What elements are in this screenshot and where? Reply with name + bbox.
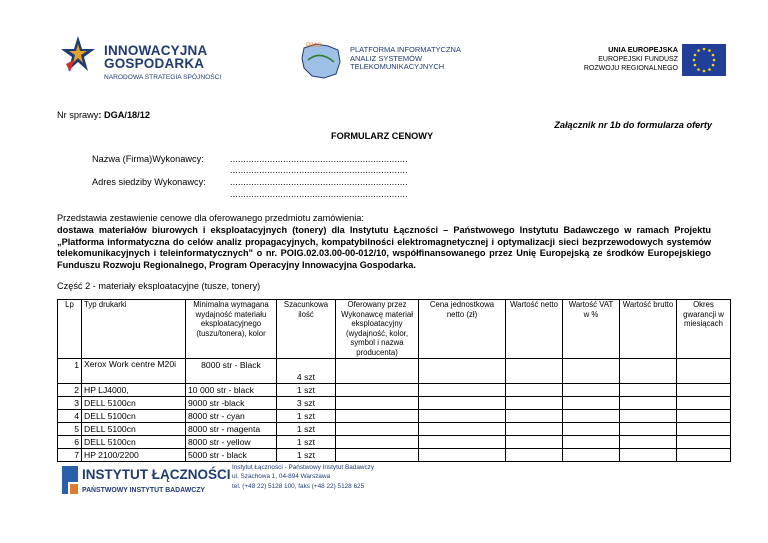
eu-logo-text xyxy=(584,46,678,73)
row-gross-cell[interactable] xyxy=(620,435,677,448)
footer-addr1: Instytut Łączności - Państwowy Instytut Badawczy xyxy=(232,464,375,471)
row-qty: 3 szt xyxy=(277,396,336,409)
attachment-note: Załącznik nr 1b do formularza oferty xyxy=(554,120,712,130)
piias-line2: ANALIZ SYSTEMÓW xyxy=(350,53,423,63)
row-price-cell[interactable] xyxy=(419,383,506,396)
row-warranty-cell[interactable] xyxy=(677,396,731,409)
eu-line1: UNIA EUROPEJSKA xyxy=(608,45,678,54)
row-price-cell[interactable] xyxy=(419,448,506,461)
eu-line3: ROZWOJU REGIONALNEGO xyxy=(583,64,678,72)
row-lp: 5 xyxy=(58,422,82,435)
row-qty: 4 szt xyxy=(277,358,336,383)
table-row xyxy=(58,409,731,422)
row-printer: HP 2100/2200 xyxy=(82,448,186,461)
row-lp: 7 xyxy=(58,448,82,461)
footer-addr3: tel. (+48 22) 5128 100, faks (+48 22) 5128 625 xyxy=(232,482,365,490)
il-subtitle: PAŃSTWOWY INSTYTUT BADAWCZY xyxy=(82,487,206,494)
row-printer: DELL 5100cn xyxy=(82,422,186,435)
case-value: : DGA/18/12 xyxy=(98,110,150,120)
row-offered-cell[interactable] xyxy=(336,409,419,422)
header-min-capacity: Minimalna wymagana wydajność materiału eksploatacyjnego (tuszu/tonera), kolor xyxy=(186,300,277,359)
piias-logo xyxy=(298,40,488,80)
name-label: Nazwa (Firma)Wykonawcy: xyxy=(92,154,204,164)
row-gross-cell[interactable] xyxy=(620,422,677,435)
section-heading: Część 2 - materiały eksploatacyjne (tusze, tonery) xyxy=(57,281,261,291)
row-net-cell[interactable] xyxy=(506,396,563,409)
footer-addr2: ul. Szachowa 1, 04-894 Warszawa xyxy=(232,473,331,481)
row-vat-cell[interactable] xyxy=(563,409,620,422)
row-net-cell[interactable] xyxy=(506,409,563,422)
name-field-line1[interactable]: ................................................................... xyxy=(230,154,408,164)
row-price-cell[interactable] xyxy=(419,435,506,448)
table-row xyxy=(58,358,731,383)
row-printer: HP LJ4000, xyxy=(82,383,186,396)
row-gross-cell[interactable] xyxy=(620,396,677,409)
eu-flag-icon xyxy=(682,44,726,76)
row-vat-cell[interactable] xyxy=(563,396,620,409)
piias-badge: PIIAS xyxy=(306,43,322,49)
header-vat: Wartość VAT w % xyxy=(563,300,620,359)
row-vat-cell[interactable] xyxy=(563,435,620,448)
eu-line2: EUROPEJSKI FUNDUSZ xyxy=(598,55,678,63)
row-gross-cell[interactable] xyxy=(620,409,677,422)
row-qty: 1 szt xyxy=(277,422,336,435)
row-lp: 3 xyxy=(58,396,82,409)
price-table xyxy=(57,299,731,462)
row-capacity: 8000 str - cyan xyxy=(186,409,277,422)
footer-address xyxy=(232,463,374,491)
row-gross-cell[interactable] xyxy=(620,448,677,461)
table-header-row xyxy=(58,300,731,359)
table-row xyxy=(58,396,731,409)
table-row xyxy=(58,448,731,461)
intro-line: Przedstawia zestawienie cenowe dla oferowanego przedmiotu zamówienia: xyxy=(57,213,364,223)
innowacyjna-gospodarka-logo xyxy=(60,34,260,86)
row-capacity: 8000 str - yellow xyxy=(186,435,277,448)
row-gross-cell[interactable] xyxy=(620,383,677,396)
table-row xyxy=(58,422,731,435)
name-field-line2[interactable]: ................................................................... xyxy=(230,165,408,175)
row-printer: DELL 5100cn xyxy=(82,435,186,448)
header-net-value: Wartość netto xyxy=(506,300,563,359)
row-capacity: 8000 str - magenta xyxy=(186,422,277,435)
row-net-cell[interactable] xyxy=(506,448,563,461)
row-offered-cell[interactable] xyxy=(336,358,419,383)
address-field-line2[interactable]: ................................................................... xyxy=(230,189,408,199)
header-offered-material: Oferowany przez Wykonawcę materiał eksploatacyjny (wydajność, kolor, symbol i nazwa producenta) xyxy=(336,300,419,359)
row-offered-cell[interactable] xyxy=(336,383,419,396)
header-warranty: Okres gwarancji w miesiącach xyxy=(677,300,731,359)
row-warranty-cell[interactable] xyxy=(677,358,731,383)
row-vat-cell[interactable] xyxy=(563,422,620,435)
row-price-cell[interactable] xyxy=(419,422,506,435)
intro-paragraph xyxy=(57,213,711,272)
row-net-cell[interactable] xyxy=(506,358,563,383)
row-printer: DELL 5100cn xyxy=(82,409,186,422)
star-emblem-icon xyxy=(60,34,96,74)
form-title: FORMULARZ CENOWY xyxy=(331,131,434,141)
row-offered-cell[interactable] xyxy=(336,422,419,435)
header-unit-price: Cena jednostkowa netto (zł) xyxy=(419,300,506,359)
row-warranty-cell[interactable] xyxy=(677,422,731,435)
procurement-description: dostawa materiałów biurowych i eksploatacyjnych (tonery) dla Instytutu Łączności – Państwowego Instytutu Badawczego w ramach Projektu „Platforma informatyczna do celów analiz propagacyjnych, kompatybilności elektromagnetycznej i optymalizacji sieci bezprzewodowych systemów telekomunikacyjnych i teleinformatycznych" o nr. POIG.02.03.00-00-012/10, współfinansowanego przez Unię Europejską ze środków Europejskiego Funduszu Rozwoju Regionalnego, Program Operacyjny Innowacyjna Gospodarka. xyxy=(57,224,711,271)
row-net-cell[interactable] xyxy=(506,422,563,435)
piias-line1: PLATFORMA INFORMATYCZNA xyxy=(350,45,461,54)
table-row xyxy=(58,435,731,448)
poland-map-icon xyxy=(298,40,344,80)
ig-logo-line2: GOSPODARKA xyxy=(104,56,205,71)
row-net-cell[interactable] xyxy=(506,435,563,448)
row-capacity: 10 000 str - black xyxy=(186,383,277,396)
header-gross-value: Wartość brutto xyxy=(620,300,677,359)
table-row xyxy=(58,383,731,396)
row-price-cell[interactable] xyxy=(419,358,506,383)
case-label: Nr sprawy xyxy=(57,110,99,120)
row-qty: 1 szt xyxy=(277,409,336,422)
address-field-line1[interactable]: ................................................................... xyxy=(230,177,408,187)
row-capacity: 5000 str - black xyxy=(186,448,277,461)
header-lp: Lp xyxy=(58,300,82,359)
row-vat-cell[interactable] xyxy=(563,383,620,396)
row-price-cell[interactable] xyxy=(419,409,506,422)
row-gross-cell[interactable] xyxy=(620,358,677,383)
row-printer: Xerox Work centre M20i xyxy=(82,358,186,383)
instytut-lacznosci-logo xyxy=(60,462,230,498)
row-lp: 1 xyxy=(58,358,82,383)
case-number xyxy=(57,110,150,120)
row-offered-cell[interactable] xyxy=(336,435,419,448)
row-printer: DELL 5100cn xyxy=(82,396,186,409)
row-lp: 6 xyxy=(58,435,82,448)
row-vat-cell[interactable] xyxy=(563,358,620,383)
row-price-cell[interactable] xyxy=(419,396,506,409)
row-warranty-cell[interactable] xyxy=(677,435,731,448)
row-capacity: 8000 str - Black xyxy=(186,358,277,383)
row-offered-cell[interactable] xyxy=(336,396,419,409)
piias-line3: TELEKOMUNIKACYJNYCH xyxy=(350,62,445,72)
row-capacity: 9000 str -black xyxy=(186,396,277,409)
row-warranty-cell[interactable] xyxy=(677,448,731,461)
ig-logo-line1: INNOWACYJNA xyxy=(104,43,208,58)
row-warranty-cell[interactable] xyxy=(677,383,731,396)
address-label: Adres siedziby Wykonawcy: xyxy=(92,177,206,187)
row-lp: 4 xyxy=(58,409,82,422)
row-lp: 2 xyxy=(58,383,82,396)
row-qty: 1 szt xyxy=(277,383,336,396)
row-qty: 1 szt xyxy=(277,435,336,448)
row-net-cell[interactable] xyxy=(506,383,563,396)
ig-logo-subtitle: NARODOWA STRATEGIA SPÓJNOŚCI xyxy=(104,74,222,81)
row-qty: 1 szt xyxy=(277,448,336,461)
row-warranty-cell[interactable] xyxy=(677,409,731,422)
row-offered-cell[interactable] xyxy=(336,448,419,461)
row-vat-cell[interactable] xyxy=(563,448,620,461)
il-name: INSTYTUT ŁĄCZNOŚCI xyxy=(82,467,230,482)
header-quantity: Szacunkowa ilość xyxy=(277,300,336,359)
header-printer-type: Typ drukarki xyxy=(82,300,186,359)
